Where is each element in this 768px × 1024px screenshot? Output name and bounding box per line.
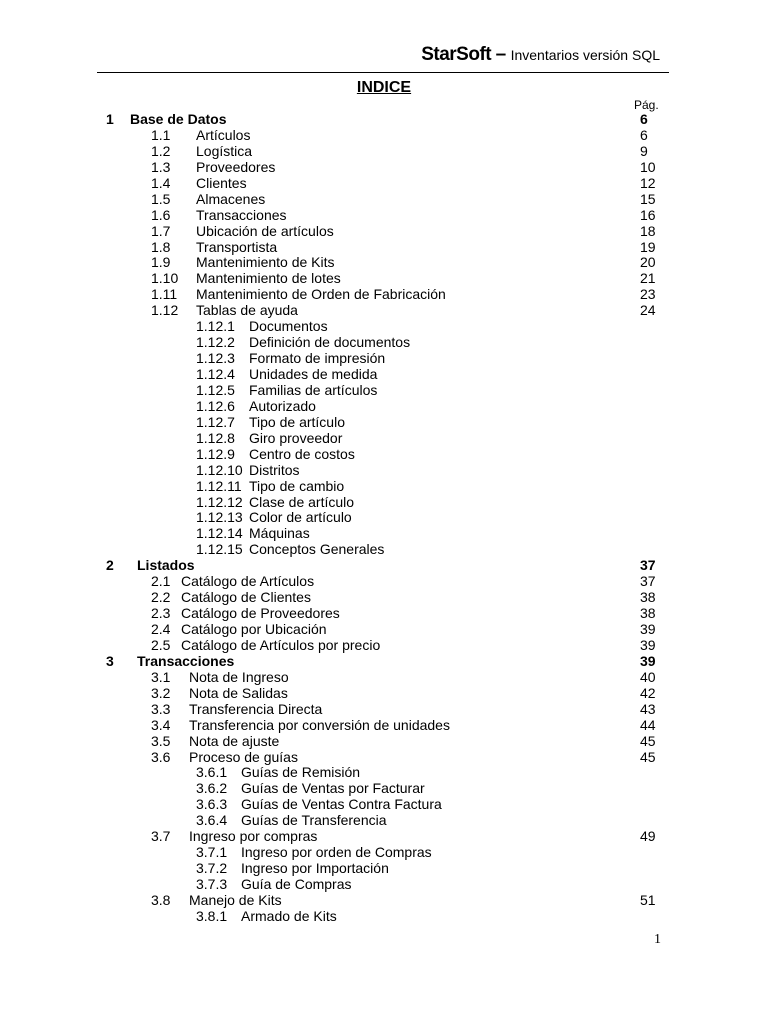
- toc-entry-label: Manejo de Kits: [189, 891, 282, 908]
- toc-entry: [0, 829, 768, 845]
- toc-entry-number: 1.12.14: [196, 525, 243, 542]
- toc-entry-page: 15: [640, 190, 656, 207]
- toc-entry: [0, 383, 768, 399]
- toc-entry-page: 9: [640, 142, 648, 159]
- toc-entry-label: Clase de artículo: [249, 493, 355, 510]
- toc-entry: [0, 287, 768, 303]
- toc-entry: [0, 797, 768, 813]
- product-name: Inventarios versión SQL: [510, 47, 660, 63]
- toc-entry-number: 1.12.2: [196, 334, 235, 351]
- toc-entry-label: Tipo de cambio: [249, 477, 345, 494]
- toc-entry-label: Centro de costos: [249, 445, 355, 462]
- toc-entry-page: 39: [640, 652, 656, 669]
- toc-entry-page: 45: [640, 732, 656, 749]
- toc-entry-page: 10: [640, 158, 656, 175]
- toc-entry: [0, 526, 768, 542]
- toc-entry-label: Clientes: [196, 174, 247, 191]
- toc-entry-number: 1.10: [151, 270, 179, 287]
- toc-entry: [0, 255, 768, 271]
- toc-entry-page: 37: [640, 573, 656, 590]
- toc-entry-page: 24: [640, 302, 656, 319]
- toc-entry-number: 1.8: [151, 238, 171, 255]
- toc-entry: [0, 718, 768, 734]
- toc-entry: [0, 240, 768, 256]
- toc-entry: [0, 463, 768, 479]
- toc-entry-page: 39: [640, 636, 656, 653]
- table-of-contents: [0, 112, 768, 925]
- document-header: [421, 44, 660, 66]
- toc-entry-number: 2.4: [151, 621, 171, 637]
- toc-entry-page: 37: [640, 557, 656, 574]
- toc-entry-number: 1.7: [151, 222, 171, 239]
- toc-entry: [0, 686, 768, 702]
- toc-entry-number: 1.12.1: [196, 318, 235, 335]
- toc-entry: [0, 112, 768, 128]
- toc-entry-number: 1.12.12: [196, 493, 243, 510]
- toc-entry-label: Base de Datos: [130, 111, 227, 127]
- toc-entry-page: 49: [640, 828, 656, 845]
- toc-entry-number: 1.12.4: [196, 366, 235, 382]
- page-number: 1: [654, 932, 661, 947]
- toc-entry: [0, 861, 768, 877]
- toc-entry-label: Mantenimiento de lotes: [196, 270, 341, 287]
- toc-entry-number: 1.12.5: [196, 381, 235, 398]
- toc-entry: [0, 192, 768, 208]
- toc-entry-number: 2.2: [151, 589, 171, 606]
- toc-entry-number: 1.3: [151, 158, 171, 175]
- toc-entry: [0, 702, 768, 718]
- toc-entry: [0, 813, 768, 829]
- toc-entry-number: 2.1: [151, 573, 171, 590]
- toc-entry-label: Guías de Ventas por Facturar: [241, 780, 425, 797]
- toc-entry-number: 1.12.13: [196, 509, 243, 526]
- toc-entry-number: 1.9: [151, 254, 171, 271]
- toc-entry-page: 16: [640, 206, 656, 223]
- toc-entry-number: 3.6.2: [196, 780, 228, 797]
- toc-entry-number: 3.8: [151, 891, 171, 908]
- toc-entry-label: Catálogo de Artículos por precio: [181, 636, 381, 653]
- toc-entry: [0, 160, 768, 176]
- toc-entry: [0, 574, 768, 590]
- toc-entry-number: 3.7: [151, 828, 171, 845]
- header-rule: [97, 72, 669, 73]
- toc-entry: [0, 271, 768, 287]
- toc-entry-number: 1.12.11: [196, 477, 242, 494]
- toc-entry-label: Almacenes: [196, 190, 266, 207]
- toc-entry-number: 3.2: [151, 684, 171, 701]
- toc-entry: [0, 479, 768, 495]
- toc-entry: [0, 734, 768, 750]
- toc-entry-page: 21: [640, 270, 656, 287]
- toc-entry-number: 1.1: [151, 126, 171, 143]
- toc-entry-label: Mantenimiento de Orden de Fabricación: [196, 286, 446, 303]
- toc-entry-label: Distritos: [249, 461, 300, 478]
- toc-entry-number: 3.6.3: [196, 796, 228, 813]
- toc-entry: [0, 415, 768, 431]
- toc-entry: [0, 447, 768, 463]
- toc-entry-number: 1.12.7: [196, 413, 235, 430]
- toc-entry: [0, 781, 768, 797]
- toc-entry: [0, 670, 768, 686]
- toc-entry-number: 1: [106, 111, 114, 127]
- toc-entry-number: 1.12: [151, 302, 179, 319]
- toc-entry-label: Máquinas: [249, 525, 310, 542]
- toc-entry: [0, 558, 768, 574]
- toc-entry-number: 1.6: [151, 206, 171, 223]
- page-column-label: Pág.: [634, 98, 659, 112]
- toc-entry-label: Guías de Ventas Contra Factura: [241, 796, 442, 813]
- toc-entry: [0, 638, 768, 654]
- toc-entry-label: Guías de Transferencia: [241, 812, 387, 829]
- toc-entry-label: Mantenimiento de Kits: [196, 254, 335, 271]
- toc-entry: [0, 909, 768, 925]
- toc-entry: [0, 877, 768, 893]
- toc-entry-number: 3.4: [151, 716, 171, 733]
- toc-entry-label: Transferencia por conversión de unidades: [189, 716, 450, 733]
- toc-entry-number: 3.6: [151, 748, 171, 765]
- toc-entry-number: 3.7.1: [196, 844, 228, 861]
- toc-entry-page: 45: [640, 748, 656, 765]
- toc-entry: [0, 590, 768, 606]
- toc-entry-label: Definición de documentos: [249, 334, 411, 351]
- toc-entry: [0, 654, 768, 670]
- toc-entry: [0, 606, 768, 622]
- toc-entry-label: Nota de Salidas: [189, 684, 288, 701]
- toc-entry-page: 12: [640, 174, 656, 191]
- toc-entry-page: 44: [640, 716, 656, 733]
- toc-entry-label: Transacciones: [196, 206, 287, 223]
- toc-entry: [0, 319, 768, 335]
- toc-entry-number: 3.1: [151, 668, 171, 685]
- toc-entry-number: 3.3: [151, 700, 171, 717]
- toc-entry-number: 1.12.3: [196, 350, 235, 367]
- toc-entry-number: 3: [106, 652, 114, 669]
- toc-entry-label: Tipo de artículo: [249, 413, 345, 430]
- toc-entry-number: 1.12.8: [196, 429, 235, 446]
- toc-entry-label: Ingreso por orden de Compras: [241, 844, 432, 861]
- toc-entry-label: Artículos: [196, 126, 251, 143]
- toc-entry-label: Transacciones: [137, 652, 235, 669]
- toc-entry: [0, 845, 768, 861]
- toc-entry-label: Giro proveedor: [249, 429, 343, 446]
- toc-entry-page: 18: [640, 222, 656, 239]
- toc-entry-label: Formato de impresión: [249, 350, 386, 367]
- toc-entry-label: Nota de ajuste: [189, 732, 280, 749]
- toc-entry: [0, 303, 768, 319]
- toc-entry-number: 3.6.1: [196, 764, 228, 781]
- toc-entry: [0, 542, 768, 558]
- toc-entry-label: Familias de artículos: [249, 381, 378, 398]
- toc-entry-label: Ingreso por compras: [189, 828, 318, 845]
- toc-entry: [0, 893, 768, 909]
- toc-entry-label: Ubicación de artículos: [196, 222, 334, 239]
- toc-entry-page: 39: [640, 621, 656, 637]
- toc-entry-label: Autorizado: [249, 397, 316, 414]
- toc-entry-number: 3.8.1: [196, 907, 228, 924]
- toc-entry-label: Nota de Ingreso: [189, 668, 289, 685]
- toc-entry-label: Color de artículo: [249, 509, 352, 526]
- toc-entry-label: Guía de Compras: [241, 876, 352, 892]
- toc-entry: [0, 335, 768, 351]
- toc-entry-page: 43: [640, 700, 656, 717]
- toc-entry-page: 40: [640, 668, 656, 685]
- toc-entry-label: Proveedores: [196, 158, 276, 175]
- toc-entry: [0, 367, 768, 383]
- toc-entry-page: 20: [640, 254, 656, 271]
- toc-entry: [0, 399, 768, 415]
- brand-name: StarSoft: [421, 44, 492, 65]
- toc-entry-label: Transportista: [196, 238, 278, 255]
- toc-entry-number: 3.7.3: [196, 876, 228, 892]
- toc-entry-page: 6: [640, 126, 648, 143]
- toc-entry: [0, 176, 768, 192]
- toc-entry-page: 42: [640, 684, 656, 701]
- toc-entry-label: Catálogo de Artículos: [181, 573, 315, 590]
- toc-entry-label: Listados: [137, 557, 195, 574]
- toc-entry-page: 19: [640, 238, 656, 255]
- toc-entry-number: 1.5: [151, 190, 171, 207]
- toc-entry-number: 2: [106, 557, 114, 574]
- toc-entry-label: Tablas de ayuda: [196, 302, 298, 319]
- toc-entry: [0, 510, 768, 526]
- toc-entry: [0, 351, 768, 367]
- toc-entry-label: Armado de Kits: [241, 907, 337, 924]
- toc-entry: [0, 765, 768, 781]
- toc-entry-label: Catálogo por Ubicación: [181, 621, 327, 637]
- toc-entry-number: 2.3: [151, 605, 171, 622]
- toc-entry-number: 1.4: [151, 174, 171, 191]
- toc-entry: [0, 128, 768, 144]
- toc-entry-number: 1.12.6: [196, 397, 235, 414]
- toc-entry-label: Guías de Remisión: [241, 764, 361, 781]
- toc-entry-number: 2.5: [151, 636, 171, 653]
- toc-entry-label: Documentos: [249, 318, 328, 335]
- header-separator: –: [495, 44, 507, 65]
- toc-entry-page: 38: [640, 605, 656, 622]
- toc-entry-label: Conceptos Generales: [249, 541, 385, 558]
- toc-entry-page: 51: [640, 891, 656, 908]
- toc-entry-label: Ingreso por Importación: [241, 860, 389, 877]
- toc-entry: [0, 144, 768, 160]
- toc-entry-number: 3.6.4: [196, 812, 228, 829]
- toc-entry: [0, 208, 768, 224]
- toc-entry: [0, 622, 768, 638]
- page-title: INDICE: [356, 79, 412, 96]
- toc-entry: [0, 495, 768, 511]
- toc-entry: [0, 431, 768, 447]
- toc-entry: [0, 750, 768, 766]
- toc-entry-number: 1.2: [151, 142, 171, 159]
- toc-entry-number: 3.5: [151, 732, 171, 749]
- toc-entry-number: 1.12.15: [196, 541, 243, 558]
- toc-entry-label: Proceso de guías: [189, 748, 298, 765]
- toc-entry-number: 1.12.9: [196, 445, 235, 462]
- toc-entry-label: Transferencia Directa: [189, 700, 323, 717]
- toc-entry: [0, 224, 768, 240]
- toc-entry-label: Logística: [196, 142, 253, 159]
- toc-entry-number: 1.11: [151, 286, 178, 303]
- toc-entry-label: Unidades de medida: [249, 366, 378, 382]
- toc-entry-page: 6: [640, 111, 648, 127]
- toc-entry-number: 3.7.2: [196, 860, 228, 877]
- toc-entry-page: 23: [640, 286, 656, 303]
- toc-entry-label: Catálogo de Clientes: [181, 589, 311, 606]
- toc-entry-label: Catálogo de Proveedores: [181, 605, 340, 622]
- toc-entry-page: 38: [640, 589, 656, 606]
- toc-entry-number: 1.12.10: [196, 461, 243, 478]
